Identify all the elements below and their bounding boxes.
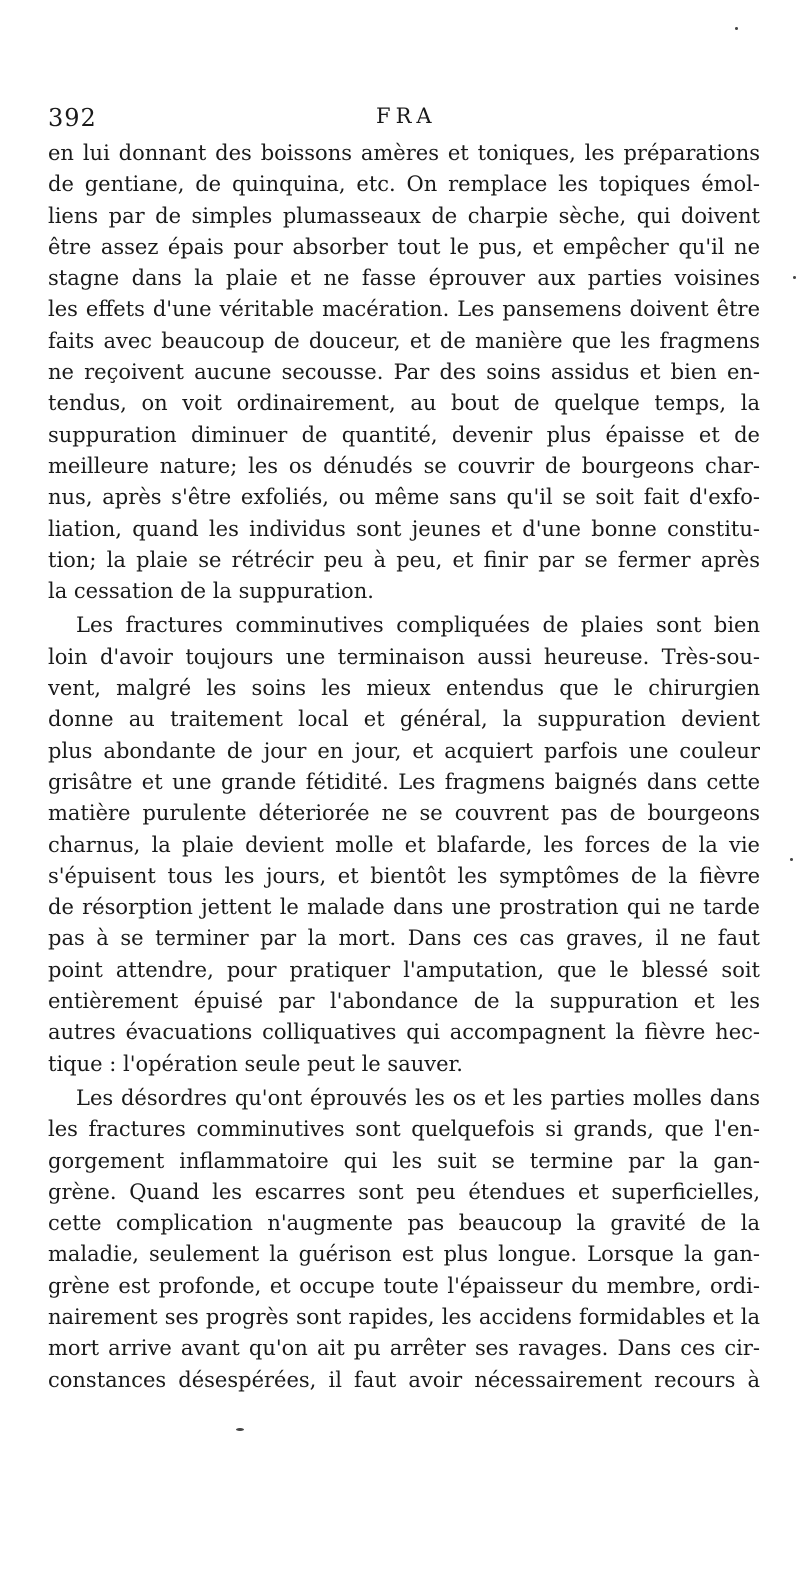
text-line: faits avec beaucoup de douceur, et de manière que les fragmens <box>48 328 760 353</box>
text-line: mort arrive avant qu'on ait pu arrêter ses ravages. Dans ces cir- <box>48 1336 760 1361</box>
text-line: grisâtre et une grande fétidité. Les fragmens baignés dans cette <box>48 769 760 794</box>
text-line: plus abondante de jour en jour, et acquiert parfois une couleur <box>48 738 760 763</box>
text-line: tendus, on voit ordinairement, au bout de quelque temps, la <box>48 391 760 416</box>
text-line: meilleure nature; les os dénudés se couvrir de bourgeons char- <box>48 453 760 478</box>
text-line: en lui donnant des boissons amères et toniques, les préparations <box>48 141 760 165</box>
text-line: matière purulente déteriorée ne se couvrent pas de bourgeons <box>48 801 760 826</box>
text-line: les fractures comminutives sont quelquefois si grands, que l'en- <box>48 1117 760 1142</box>
text-line: la cessation de la suppuration. <box>48 579 374 604</box>
text-line: de résorption jettent le malade dans une prostration qui ne tarde <box>48 895 760 920</box>
text-line: liation, quand les individus sont jeunes et d'une bonne constitu- <box>48 516 760 541</box>
running-head <box>48 96 760 138</box>
text-line: suppuration diminuer de quantité, devenir plus épaisse et de <box>48 422 760 447</box>
text-line: tique : l'opération seule peut le sauver. <box>48 1051 463 1076</box>
page-number: 392 <box>48 104 97 132</box>
scan-speck <box>793 276 796 279</box>
text-line: autres évacuations colliquatives qui accompagnent la fièvre hec- <box>48 1020 760 1045</box>
text-line: être assez épais pour absorber tout le pus, et empêcher qu'il ne <box>48 234 760 259</box>
text-line: tion; la plaie se rétrécir peu à peu, et finir par se fermer après <box>48 547 760 572</box>
text-line: donne au traitement local et général, la suppuration devient <box>48 707 760 732</box>
text-line: point attendre, pour pratiquer l'amputation, que le blessé soit <box>48 957 760 982</box>
text-line: Les désordres qu'ont éprouvés les os et les parties molles dans <box>76 1085 760 1110</box>
paragraph <box>48 138 760 607</box>
paragraph <box>48 610 760 1079</box>
text-line: vent, malgré les soins les mieux entendus que le chirurgien <box>48 676 760 701</box>
text-line: grène. Quand les escarres sont peu étendues et superficielles, <box>48 1179 760 1204</box>
book-page <box>48 96 760 1396</box>
text-line: constances désespérées, il faut avoir nécessairement recours à <box>48 1367 760 1392</box>
text-line: liens par de simples plumasseaux de charpie sèche, qui doivent <box>48 203 760 228</box>
text-line: stagne dans la plaie et ne fasse éprouver aux parties voisines <box>48 266 760 291</box>
scan-speck <box>236 1428 244 1431</box>
text-line: s'épuisent tous les jours, et bientôt les symptômes de la fièvre <box>48 863 760 888</box>
scan-speck <box>790 858 793 861</box>
text-line: Les fractures comminutives compliquées de plaies sont bien <box>76 613 760 638</box>
paragraph <box>48 1083 760 1396</box>
text-line: pas à se terminer par la mort. Dans ces cas graves, il ne faut <box>48 926 760 951</box>
text-line: de gentiane, de quinquina, etc. On remplace les topiques émol- <box>48 172 760 197</box>
text-line: loin d'avoir toujours une terminaison aussi heureuse. Très-sou- <box>48 644 760 669</box>
text-line: nairement ses progrès sont rapides, les accidens formidables et la <box>48 1304 760 1329</box>
running-head-title: FRA <box>376 104 437 128</box>
text-line: entièrement épuisé par l'abondance de la suppuration et les <box>48 989 760 1014</box>
text-line: charnus, la plaie devient molle et blafarde, les forces de la vie <box>48 832 760 857</box>
text-line: grène est profonde, et occupe toute l'épaisseur du membre, ordi- <box>48 1273 760 1298</box>
text-body <box>48 138 760 1396</box>
text-line: maladie, seulement la guérison est plus longue. Lorsque la gan- <box>48 1242 760 1267</box>
text-line: les effets d'une véritable macération. Les pansemens doivent être <box>48 297 760 322</box>
text-line: nus, après s'être exfoliés, ou même sans qu'il se soit fait d'exfo- <box>48 485 760 510</box>
text-line: cette complication n'augmente pas beaucoup la gravité de la <box>48 1211 760 1236</box>
scan-speck <box>735 27 738 30</box>
text-line: ne reçoivent aucune secousse. Par des soins assidus et bien en- <box>48 360 760 385</box>
text-line: gorgement inflammatoire qui les suit se termine par la gan- <box>48 1148 760 1173</box>
